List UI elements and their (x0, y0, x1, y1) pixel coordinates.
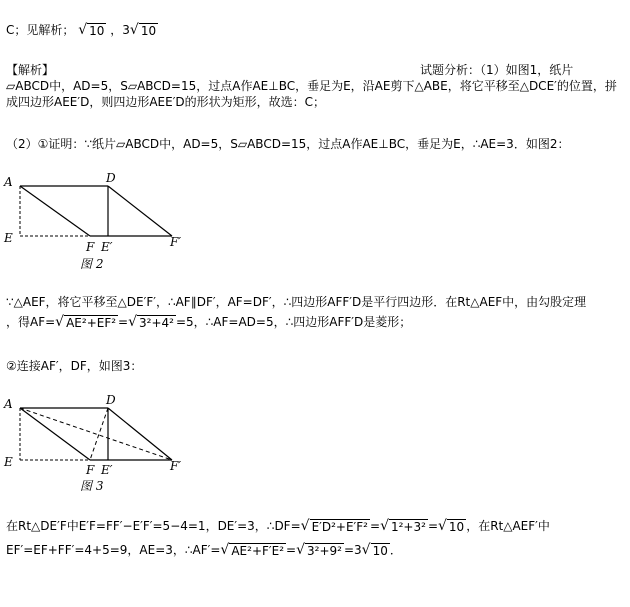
part2-line-4: ②连接AF′，DF，如图3： (6, 359, 143, 373)
label-E: E (4, 231, 13, 245)
radicand: AE²+F′E² (231, 544, 285, 558)
label-D: D (106, 394, 116, 407)
segment-AF (20, 408, 90, 460)
caption-fig3: 图 3 (80, 479, 104, 493)
sqrt-symbol: √ AE²+EF² (55, 314, 117, 330)
analysis-tag: 【解析】 (6, 63, 55, 77)
segment-DF (90, 408, 108, 460)
answer-sep: ，3 (110, 23, 130, 37)
radicand: AE²+EF² (66, 316, 117, 330)
label-E-prime: E′ (101, 240, 113, 254)
sqrt-symbol: √ 3²+4² (128, 314, 174, 330)
label-E: E (4, 455, 13, 469)
caption-fig2: 图 2 (80, 257, 104, 271)
sqrt-symbol: √ 10 (361, 542, 388, 558)
radicand: 1²+3² (390, 520, 426, 534)
segment-AF-prime (20, 408, 172, 460)
part2-line-3 (6, 314, 411, 330)
radicand: 10 (372, 544, 388, 558)
sqrt-symbol: √ 10 (129, 22, 157, 38)
label-F-prime: F′ (170, 235, 182, 249)
line3-prefix: ，得AF= (6, 315, 56, 329)
label-D: D (106, 171, 116, 185)
line6-prefix: EF′=EF+FF′=4+5=9，AE=3，∴AF′= (6, 543, 221, 557)
figure-2 (0, 168, 200, 278)
label-A: A (4, 397, 13, 411)
sqrt-symbol: √ 1²+3² (380, 518, 426, 534)
figure-3 (0, 394, 200, 494)
line3-suffix: =5，∴AF=AD=5，∴四边形AFF′D是菱形； (175, 315, 412, 329)
segment-AF (20, 186, 90, 236)
label-F: F (86, 463, 95, 477)
radicand: 3²+4² (139, 316, 174, 330)
radicand: 10 (89, 24, 105, 38)
line5-suffix: ，在Rt△AEF′中 (466, 519, 550, 533)
label-F: F (86, 240, 95, 254)
part2-line-6 (6, 542, 402, 558)
equals: = (286, 543, 297, 557)
radicand: 10 (448, 520, 465, 534)
analysis-line-1: ▱ABCD中，AD=5，S▱ABCD=15，过点A作AE⊥BC，垂足为E，沿AE剪下△ABE，将它平移至△DCE′的位置，拼 (6, 79, 617, 93)
equals: = (118, 315, 129, 329)
part2-line-2: ∵△AEF，将它平移至△DE′F′，∴AF∥DF′，AF=DF′，∴四边形AFF′D是平行四边形．在Rt△AEF中，由勾股定理 (6, 295, 587, 309)
radicand: 3²+9² (307, 544, 342, 558)
part2-line-5 (6, 518, 550, 534)
answer-choice: C；见解析； (6, 23, 75, 37)
segment-DF-prime (108, 408, 172, 460)
sqrt-symbol: √ E′D²+E′F² (300, 518, 368, 534)
label-E-prime: E′ (101, 463, 113, 477)
answer-line (6, 22, 158, 38)
radicand: 10 (140, 24, 157, 38)
segment-DF-prime (108, 186, 172, 236)
analysis-line-2: 成四边形AEE′D，则四边形AEE′D的形状为矩形，故选：C； (6, 95, 326, 109)
equals: = (370, 519, 381, 533)
label-A: A (4, 175, 13, 189)
equals: =3 (343, 543, 362, 557)
equals: = (427, 519, 438, 533)
analysis-intro: 试题分析：（1）如图1，纸片 (420, 63, 574, 77)
line6-suffix: ． (389, 543, 402, 557)
sqrt-symbol: √ 3²+9² (296, 542, 342, 558)
sqrt-symbol: √ 10 (438, 518, 465, 534)
sqrt-symbol: √ AE²+F′E² (220, 542, 285, 558)
label-F-prime: F′ (170, 459, 182, 473)
radicand: E′D²+E′F² (311, 520, 368, 534)
sqrt-symbol: √ 10 (78, 22, 105, 38)
line5-prefix: 在Rt△DE′F中E′F=FF′−E′F′=5−4=1，DE′=3，∴DF= (6, 519, 301, 533)
part2-line-1: （2）①证明：∵纸片▱ABCD中，AD=5，S▱ABCD=15，过点A作AE⊥BC，垂足为E，∴AE=3．如图2： (6, 137, 570, 151)
